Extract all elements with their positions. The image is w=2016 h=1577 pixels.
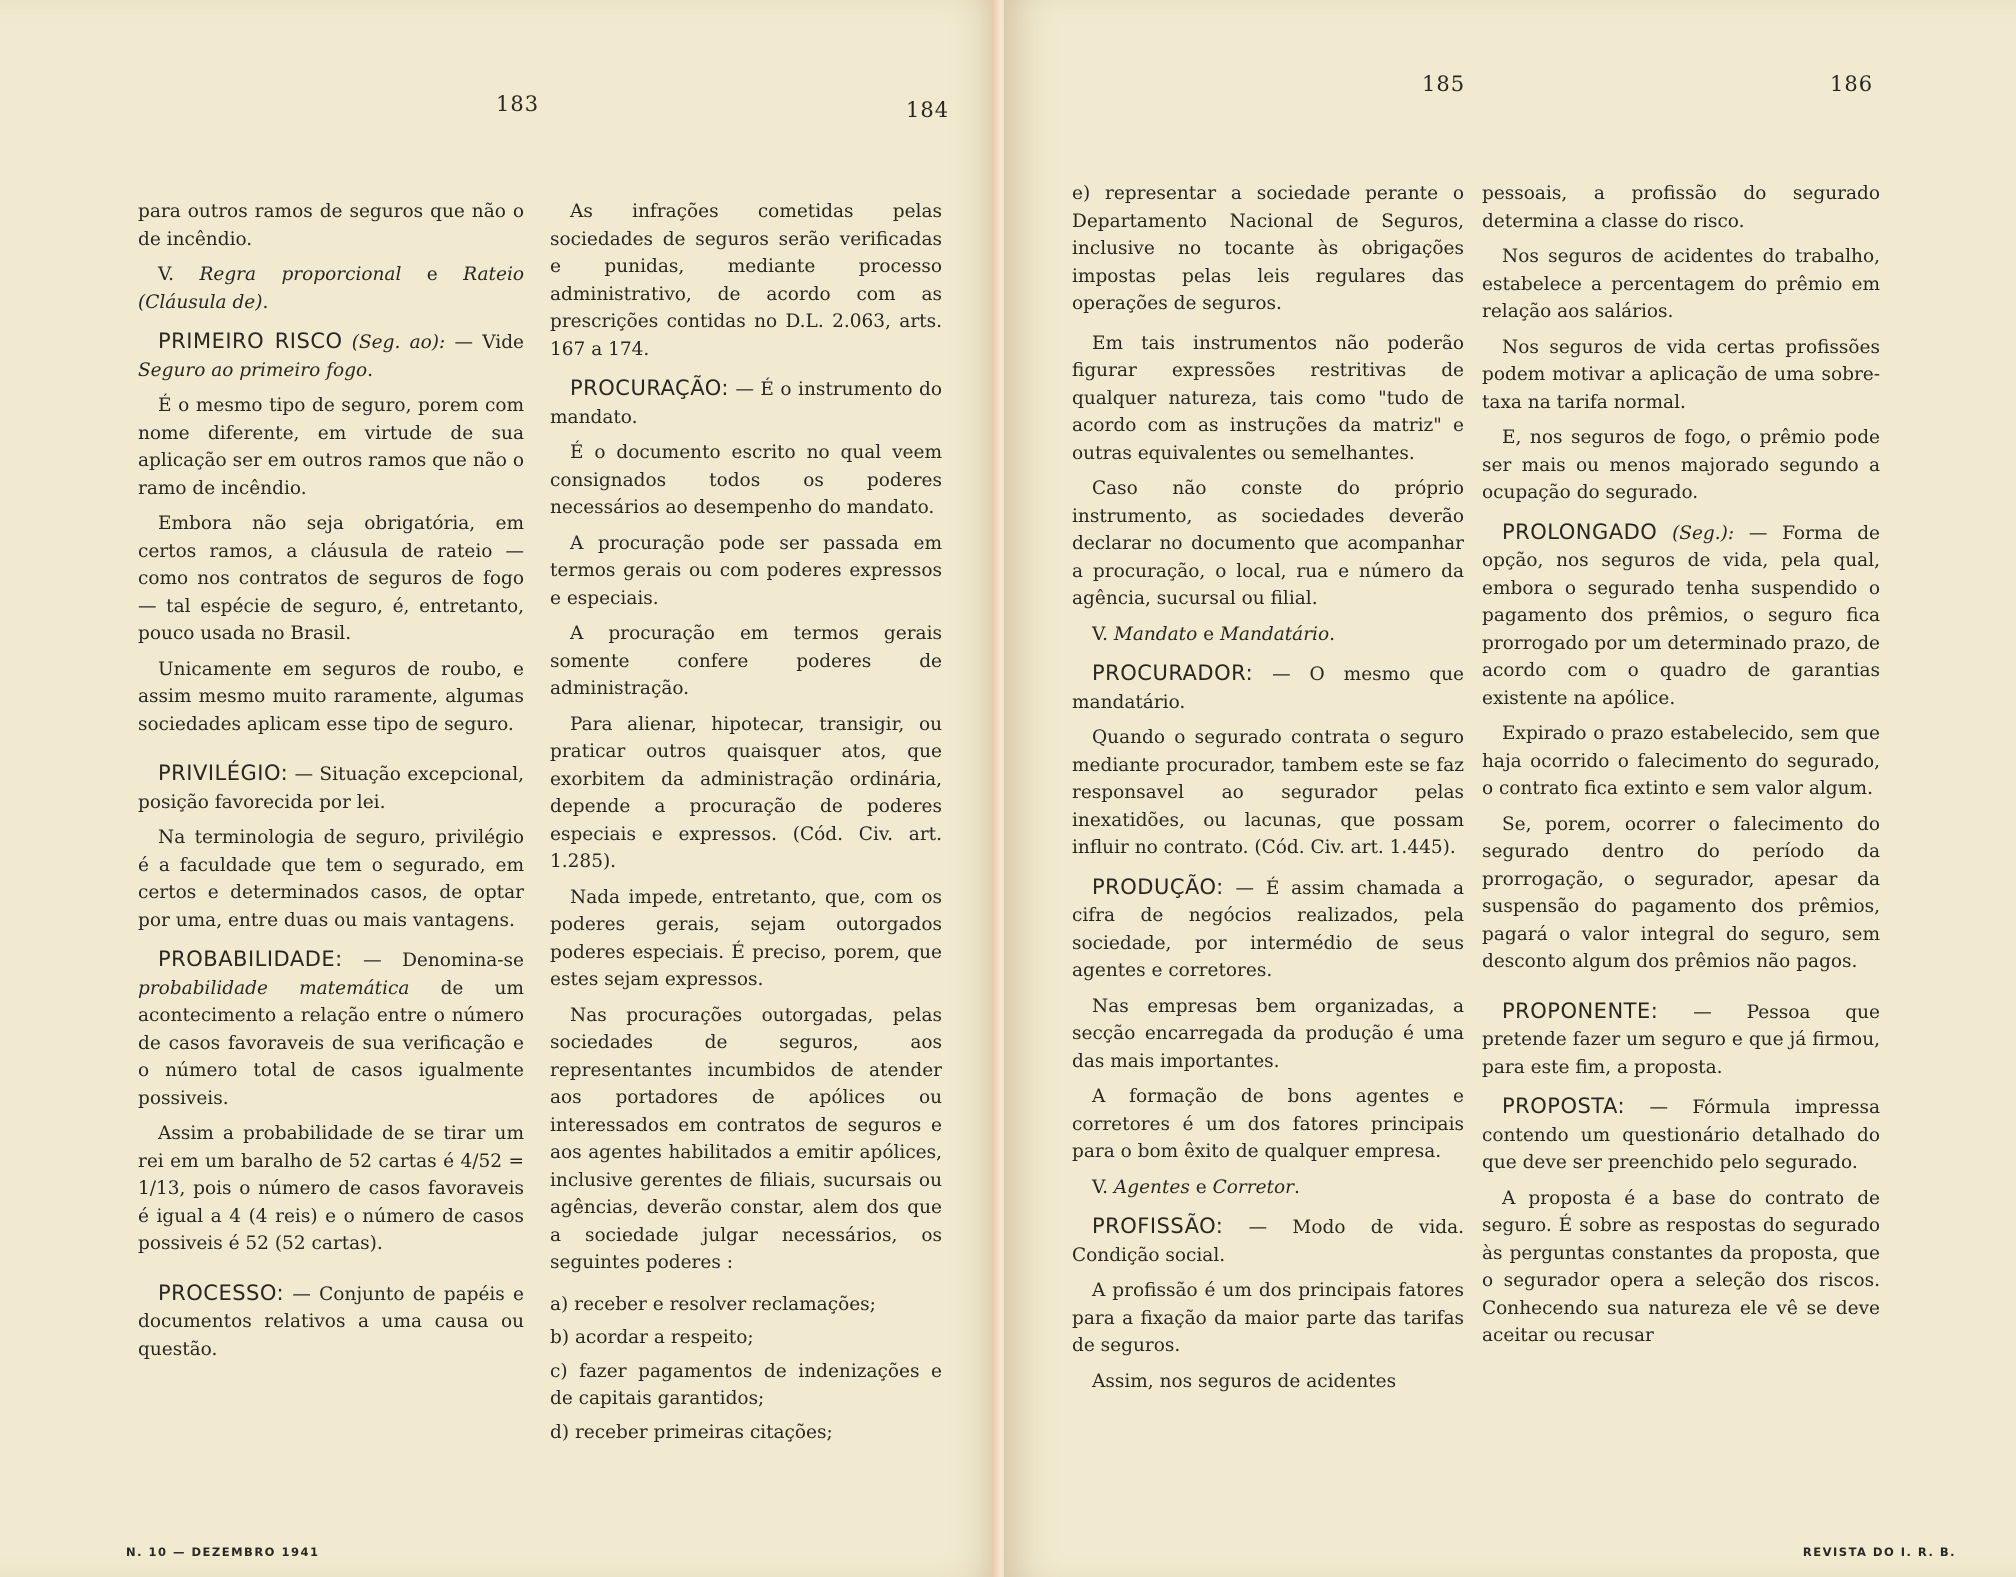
paragraph: Em tais instrumentos não poderão figurar expressões restritivas de qualquer natureza, tais como "tudo de acordo com as instruções da matriz" e outras equivalentes ou semelhantes. [1072, 332, 1464, 464]
paragraph: Assim a probabilidade de se tirar um rei em um baralho de 52 cartas é 4/52 = 1/13, pois o número de casos favoraveis é igual a 4 (4 reis) e o número de casos possiveis é 52 (52 cartas). [138, 1123, 524, 1254]
ref-link: Seguro ao primeiro fogo [138, 359, 368, 381]
powers-list-continued [1072, 180, 1464, 318]
paragraph: A formação de bons agentes e corretores é um dos fatores principais para o bom êxito de qualquer empresa. [1072, 1086, 1464, 1162]
ref-link: Corretor [1212, 1176, 1294, 1198]
column-page-185 [1072, 180, 1464, 1403]
entry-procuracao [550, 375, 942, 431]
paragraph: Nas procurações outorgadas, pelas sociedades de seguros, aos representantes incumbidos de atender aos portadores de apólices ou interessados em contratos de seguros e aos agentes habilitados a emitir apólices, inclusive gerentes de filiais, sucursais ou agências, deverão constar, alem dos que a sociedade julgar necessários, os seguintes poderes : [550, 1004, 942, 1273]
ref-end: . [262, 291, 269, 313]
ref-link: Rateio (Cláusula de) [138, 264, 524, 313]
paragraph: A profissão é um dos principais fatores para a fixação da maior parte das tarifas de seguros. [1072, 1280, 1464, 1356]
entry-probabilidade [138, 946, 524, 1112]
entry-headword: PRODUÇÃO: [1092, 874, 1224, 899]
entry-privilegio [138, 760, 524, 816]
entry-producao [1072, 874, 1464, 985]
column-page-183 [138, 198, 524, 1371]
entry-headword: PROPOSTA: [1502, 1094, 1626, 1118]
paragraph: Embora não seja obrigatória, em certos ramos, a cláusula de rateio — como nos contratos de seguros de fogo — tal espécie de seguro, é, entretanto, pouco usada no Brasil. [138, 513, 524, 644]
ref-end: . [1329, 623, 1335, 645]
entry-headword: PROPONENTE: [1502, 998, 1659, 1023]
entry-processo [138, 1280, 524, 1364]
ref-prefix: V. [1092, 1176, 1109, 1198]
page-number-184: 184 [906, 98, 950, 122]
cross-reference [1072, 621, 1464, 649]
entry-italic-term: probabilidade matemática [138, 977, 410, 999]
ref-end: . [367, 359, 374, 381]
paragraph: A procuração pode ser passada em termos gerais ou com poderes expressos e especiais. [550, 532, 942, 609]
paragraph: Nas empresas bem organizadas, a secção encarregada da produção é uma das mais importantes. [1072, 995, 1464, 1072]
entry-proposta [1482, 1093, 1880, 1177]
paragraph: Para alienar, hipotecar, transigir, ou praticar outros quaisquer atos, que exorbitem da administração ordinária, depende a procuração de poderes especiais e expressos. (Cód. Civ. art. 1.285). [550, 713, 942, 872]
ref-prefix: V. [1092, 623, 1109, 645]
ref-conjunction: e [1203, 623, 1215, 645]
entry-abbreviation: (Seg.): [1672, 522, 1735, 544]
entry-definition: — Forma de opção, nos seguros de vida, pela qual, embora o segurado tenha suspendido o pagamento dos prêmios, o seguro fica prorrogado por um determinado prazo, de acordo com o quadro de garantias existente na apólice. [1482, 522, 1880, 709]
powers-list [550, 1291, 942, 1447]
paragraph: pessoais, a profissão do segurado determina a classe do risco. [1482, 183, 1880, 232]
entry-headword: PROBABILIDADE: [158, 947, 343, 971]
entry-definition: — Situação excepcional, posição favorecida por lei. [138, 764, 524, 813]
entry-definition: — Vide [454, 332, 525, 353]
ref-conjunction: e [1195, 1176, 1207, 1198]
paragraph: para outros ramos de seguros que não o de incêndio. [138, 201, 524, 250]
paragraph: E, nos seguros de fogo, o prêmio pode ser mais ou menos majorado segundo a ocupação do segurado. [1482, 427, 1880, 503]
cross-reference [138, 261, 524, 316]
paragraph: Assim, nos seguros de acidentes [1092, 1370, 1397, 1392]
page-number-183: 183 [496, 92, 540, 116]
paragraph: Se, porem, ocorrer o falecimento do segurado dentro do período da prorrogação, o segurador, apesar da suspensão do pagamento dos prêmios, pagará o valor integral do seguro, sem desconto algum dos prêmios não pagos. [1482, 813, 1880, 972]
entry-headword: PRIVILÉGIO: [158, 761, 289, 785]
paragraph: Caso não conste do próprio instrumento, as sociedades deverão declarar no documento que acompanhar a procuração, o local, rua e número da agência, sucursal ou filial. [1072, 478, 1464, 609]
list-item: d) receber primeiras citações; [550, 1421, 833, 1443]
entry-headword: PROCESSO: [158, 1280, 285, 1305]
entry-definition: — Fórmula impressa contendo um questionário detalhado do que deve ser preenchido pelo segurado. [1482, 1097, 1880, 1173]
entry-procurador [1072, 660, 1464, 716]
entry-abbreviation: (Seg. ao): [351, 332, 446, 353]
entry-definition: — O mesmo que mandatário. [1072, 664, 1464, 713]
paragraph: Nada impede, entretanto, que, com os poderes gerais, sejam outorgados poderes especiais. É preciso, porem, que estes sejam expressos. [550, 886, 942, 990]
entry-headword: PROFISSÃO: [1092, 1214, 1224, 1238]
page-number-186: 186 [1830, 72, 1874, 96]
cross-reference [1072, 1174, 1464, 1202]
entry-headword: PROLONGADO [1502, 519, 1658, 544]
entry-definition: — Modo de vida. Condição social. [1072, 1217, 1464, 1266]
page-number-185: 185 [1422, 72, 1466, 96]
paragraph: Quando o segurado contrata o seguro mediante procurador, tambem este se faz responsavel ao segurador pelas inexatidões, ou lacunas, que possam influir no contrato. (Cód. Civ. art. 1.445). [1072, 727, 1464, 858]
paragraph: As infrações cometidas pelas sociedades de seguros serão verificadas e punidas, mediante processo administrativo, de acordo com as prescrições contidas no D.L. 2.063, arts. 167 a 174. [550, 201, 942, 360]
list-item: c) fazer pagamentos de indenizações e de capitais garantidos; [550, 1360, 942, 1409]
list-item: e) representar a sociedade perante o Departamento Nacional de Seguros, inclusive no tocante às obrigações impostas pelas leis regulares das operações de seguros. [1072, 183, 1464, 314]
entry-proponente [1482, 998, 1880, 1082]
ref-link: Regra proporcional [199, 264, 402, 285]
footer-journal: REVISTA DO I. R. B. [1802, 1545, 1956, 1559]
entry-headword: PRIMEIRO RISCO [158, 329, 343, 353]
footer-issue: N. 10 — DEZEMBRO 1941 [126, 1545, 320, 1559]
entry-profissao [1072, 1213, 1464, 1269]
entry-definition: — É o instrumento do mandato. [550, 379, 942, 428]
paragraph: Unicamente em seguros de roubo, e assim mesmo muito raramente, algumas sociedades aplicam esse tipo de seguro. [138, 658, 524, 735]
entry-headword: PROCURADOR: [1092, 661, 1254, 685]
paragraph: Nos seguros de vida certas profissões podem motivar a aplicação de uma sobre-taxa na tarifa normal. [1482, 336, 1880, 413]
list-item: b) acordar a respeito; [550, 1327, 754, 1348]
column-page-184 [550, 198, 942, 1452]
paragraph: Expirado o prazo estabelecido, sem que haja ocorrido o falecimento do segurado, o contrato fica extinto e sem valor algum. [1482, 723, 1880, 799]
paragraph: Na terminologia de seguro, privilégio é a faculdade que tem o segurado, em certos e determinados casos, de optar por uma, entre duas ou mais vantagens. [138, 827, 524, 931]
entry-primeiro-risco [138, 328, 524, 384]
entry-definition: de um acontecimento a relação entre o número de casos favoraveis de sua verificação e o número total de casos igualmente possiveis. [138, 977, 524, 1109]
ref-link: Agentes [1113, 1176, 1190, 1198]
ref-end: . [1293, 1176, 1300, 1198]
column-page-186 [1482, 180, 1880, 1358]
entry-definition: — Pessoa que pretende fazer um seguro e que já firmou, para este fim, a proposta. [1482, 1001, 1881, 1078]
entry-headword: PROCURAÇÃO: [570, 376, 729, 400]
entry-definition: — Denomina-se [363, 950, 524, 971]
entry-definition: — Conjunto de papéis e documentos relativos a uma causa ou questão. [138, 1283, 524, 1360]
ref-conjunction: e [426, 264, 438, 285]
left-page [0, 0, 1000, 1577]
list-item: a) receber e resolver reclamações; [550, 1293, 876, 1315]
paragraph: Nos seguros de acidentes do trabalho, estabelece a percentagem do prêmio em relação aos salários. [1482, 246, 1880, 322]
ref-prefix: V. [158, 264, 175, 285]
ref-link: Mandatário [1219, 623, 1330, 645]
paragraph: A procuração em termos gerais somente confere poderes de administração. [550, 623, 942, 699]
entry-definition: — É assim chamada a cifra de negócios realizados, pela sociedade, por intermédio de seus agentes e corretores. [1072, 877, 1464, 981]
paragraph: É o documento escrito no qual veem consignados todos os poderes necessários ao desempenho do mandato. [550, 442, 942, 518]
ref-link: Mandato [1113, 623, 1198, 645]
paragraph: A proposta é a base do contrato de seguro. É sobre as respostas do segurado às perguntas constantes da proposta, que o segurador opera a seleção dos riscos. Conhecendo sua natureza ele vê se deve aceitar ou recusar [1482, 1187, 1880, 1346]
paragraph: É o mesmo tipo de seguro, porem com nome diferente, em virtude de sua aplicação ser em outros ramos que não o ramo de incêndio. [138, 395, 524, 499]
right-page [1004, 0, 2016, 1577]
entry-prolongado [1482, 519, 1880, 713]
